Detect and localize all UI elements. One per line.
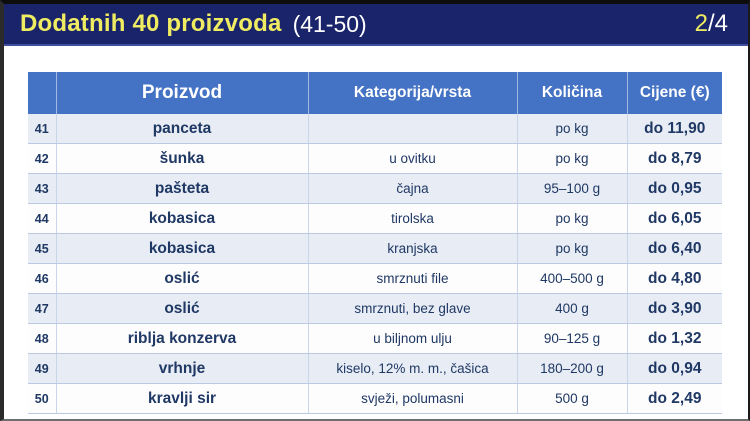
row-number: 41 [28, 114, 56, 144]
table-row [28, 204, 722, 234]
product-cell: kobasica [56, 234, 308, 264]
table-row [28, 324, 722, 354]
category-cell: čajna [308, 174, 517, 204]
product-cell: riblja konzerva [56, 324, 308, 354]
table-row [28, 114, 722, 144]
row-number: 47 [28, 294, 56, 324]
header-cell-price: Cijene (€) [627, 72, 722, 114]
title-range: (41-50) [292, 10, 367, 37]
price-cell: do 0,94 [627, 354, 722, 384]
row-number: 45 [28, 234, 56, 264]
product-cell: šunka [56, 144, 308, 174]
products-table [28, 72, 722, 414]
page-indicator-total: /4 [707, 10, 728, 37]
category-cell: u ovitku [308, 144, 517, 174]
quantity-cell: 90–125 g [517, 324, 627, 354]
row-number: 49 [28, 354, 56, 384]
product-cell: panceta [56, 114, 308, 144]
category-cell: smrznuti file [308, 264, 517, 294]
price-cell: do 0,95 [627, 174, 722, 204]
table-row [28, 384, 722, 414]
quantity-cell: po kg [517, 234, 627, 264]
product-cell: pašteta [56, 174, 308, 204]
row-number: 50 [28, 384, 56, 414]
row-number: 43 [28, 174, 56, 204]
page-title: Dodatnih 40 proizvoda [20, 10, 282, 37]
product-cell: kravlji sir [56, 384, 308, 414]
price-cell: do 6,05 [627, 204, 722, 234]
product-cell: oslić [56, 264, 308, 294]
category-cell: tirolska [308, 204, 517, 234]
price-cell: do 4,80 [627, 264, 722, 294]
quantity-cell: po kg [517, 144, 627, 174]
quantity-cell: 400–500 g [517, 264, 627, 294]
page-indicator [695, 10, 728, 38]
table-row [28, 234, 722, 264]
header-cell-category: Kategorija/vrsta [308, 72, 517, 114]
quantity-cell: po kg [517, 204, 627, 234]
header-cell-number [28, 72, 56, 114]
product-cell: oslić [56, 294, 308, 324]
product-cell: vrhnje [56, 354, 308, 384]
table-header-row [28, 72, 722, 114]
quantity-cell: 400 g [517, 294, 627, 324]
table-row [28, 294, 722, 324]
table-row [28, 174, 722, 204]
table-row [28, 264, 722, 294]
page-indicator-current: 2 [694, 10, 708, 37]
quantity-cell: 180–200 g [517, 354, 627, 384]
price-cell: do 3,90 [627, 294, 722, 324]
category-cell: kranjska [308, 234, 517, 264]
category-cell: u biljnom ulju [308, 324, 517, 354]
price-cell: do 2,49 [627, 384, 722, 414]
quantity-cell: po kg [517, 114, 627, 144]
category-cell [308, 114, 517, 144]
row-number: 46 [28, 264, 56, 294]
quantity-cell: 500 g [517, 384, 627, 414]
product-cell: kobasica [56, 204, 308, 234]
row-number: 42 [28, 144, 56, 174]
category-cell: kiselo, 12% m. m., čašica [308, 354, 517, 384]
quantity-cell: 95–100 g [517, 174, 627, 204]
row-number: 48 [28, 324, 56, 354]
price-cell: do 8,79 [627, 144, 722, 174]
price-cell: do 1,32 [627, 324, 722, 354]
category-cell: svježi, polumasni [308, 384, 517, 414]
header-cell-product: Proizvod [56, 72, 308, 114]
table-row [28, 354, 722, 384]
title-bar [4, 4, 748, 46]
header-cell-quantity: Količina [517, 72, 627, 114]
category-cell: smrznuti, bez glave [308, 294, 517, 324]
price-cell: do 6,40 [627, 234, 722, 264]
price-cell: do 11,90 [627, 114, 722, 144]
row-number: 44 [28, 204, 56, 234]
table-row [28, 144, 722, 174]
